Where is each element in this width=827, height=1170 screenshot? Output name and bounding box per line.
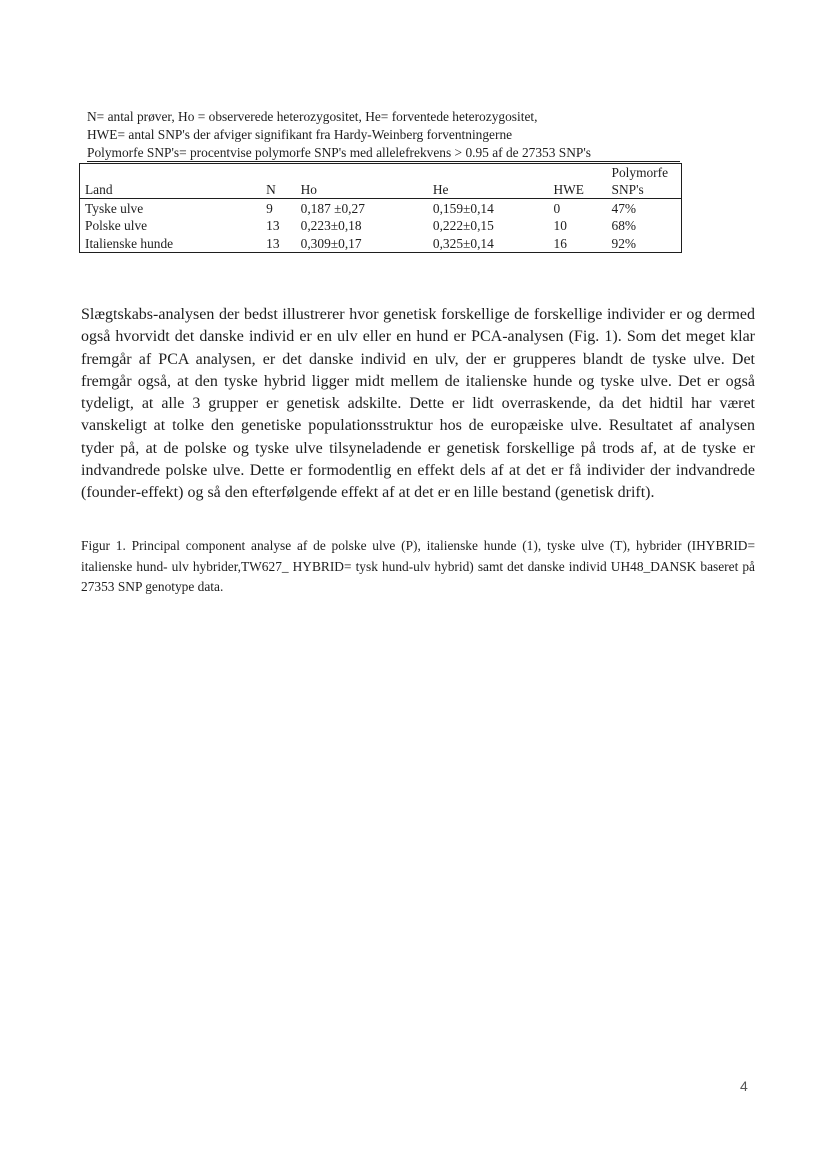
cell-land: Italienske hunde bbox=[80, 234, 262, 252]
table-legend bbox=[87, 108, 687, 162]
cell-polymorfe: 47% bbox=[611, 200, 637, 216]
page-number: 4 bbox=[740, 1078, 748, 1094]
legend-line-hwe: HWE= antal SNP's der afviger signifikant fra Hardy-Weinberg forventningerne bbox=[87, 127, 513, 142]
header-ho: Ho bbox=[296, 181, 428, 199]
table-row bbox=[80, 234, 682, 252]
cell-ho: 0,309±0,17 bbox=[300, 235, 362, 251]
body-paragraph: Slægtskabs-analysen der bedst illustrerer hvor genetisk forskellige de forskellige individer er og dermed også hvorvidt det danske individ er en ulv eller en hund er PCA-analysen (Fig. 1). Som det meget klar fremgår af PCA analysen, er det danske individ en ulv, der er grupperes blandt de tyske ulve. Det fremgår også, at den tyske hybrid ligger midt mellem de italienske hunde og tyske ulve. Det er også tydeligt, at alle 3 grupper er genetisk adskilte. Dette er lidt overraskende, da det hidtil har været vanskeligt at tolke den genetiske populationsstruktur hos de europæiske ulve. Resultatet af analysen tyder på, at de polske og tyske ulve tilsyneladende er genetisk forskellige på trods af, at de tyske er indvandrede polske ulve. Dette er formodentlig en effekt dels af at det er få individer der indvandrede (founder-effekt) og så den efterfølgende effekt af at det er en lille bestand (genetisk drift). bbox=[81, 306, 755, 502]
cell-land: Polske ulve bbox=[80, 217, 262, 235]
header-he: He bbox=[428, 181, 549, 199]
cell-n: 13 bbox=[266, 218, 280, 233]
header-snps: SNP's bbox=[607, 181, 682, 199]
cell-he: 0,325±0,14 bbox=[432, 235, 494, 251]
cell-hwe: 16 bbox=[553, 235, 567, 251]
table-header-row-top bbox=[80, 164, 682, 182]
header-land: Land bbox=[80, 181, 262, 199]
cell-ho: 0,223±0,18 bbox=[300, 218, 362, 233]
cell-land: Tyske ulve bbox=[80, 199, 262, 217]
figure-caption: Figur 1. Principal component analyse af de polske ulve (P), italienske hunde (1), tyske ulve (T), hybrider (IHYBRID= italienske hund- ulv hybrider,TW627_ HYBRID= tysk hund-ulv hybrid) samt det danske individ UH48_DANSK baseret på 27353 SNP genotype data. bbox=[81, 538, 755, 595]
header-n: N bbox=[261, 181, 295, 199]
header-polymorfe: Polymorfe bbox=[611, 165, 669, 180]
cell-hwe: 10 bbox=[553, 218, 567, 233]
legend-line-polymorphic: Polymorfe SNP's= procentvise polymorfe SNP's med allelefrekvens > 0.95 af de 27353 SNP's bbox=[87, 144, 680, 162]
cell-n: 9 bbox=[266, 200, 273, 216]
legend-line-n-ho-he: N= antal prøver, Ho = observerede heterozygositet, He= forventede heterozygositet, bbox=[87, 109, 538, 124]
cell-he: 0,222±0,15 bbox=[432, 218, 494, 233]
cell-polymorfe: 92% bbox=[611, 235, 637, 251]
table-row bbox=[80, 217, 682, 235]
cell-he: 0,159±0,14 bbox=[432, 200, 494, 216]
cell-ho: 0,187 ±0,27 bbox=[300, 200, 365, 216]
cell-hwe: 0 bbox=[553, 200, 561, 216]
table-header-row bbox=[80, 181, 682, 199]
cell-polymorfe: 68% bbox=[611, 218, 637, 233]
cell-n: 13 bbox=[266, 235, 280, 251]
table-row bbox=[80, 199, 682, 217]
header-hwe: HWE bbox=[549, 181, 607, 199]
heterozygosity-table bbox=[79, 163, 682, 253]
